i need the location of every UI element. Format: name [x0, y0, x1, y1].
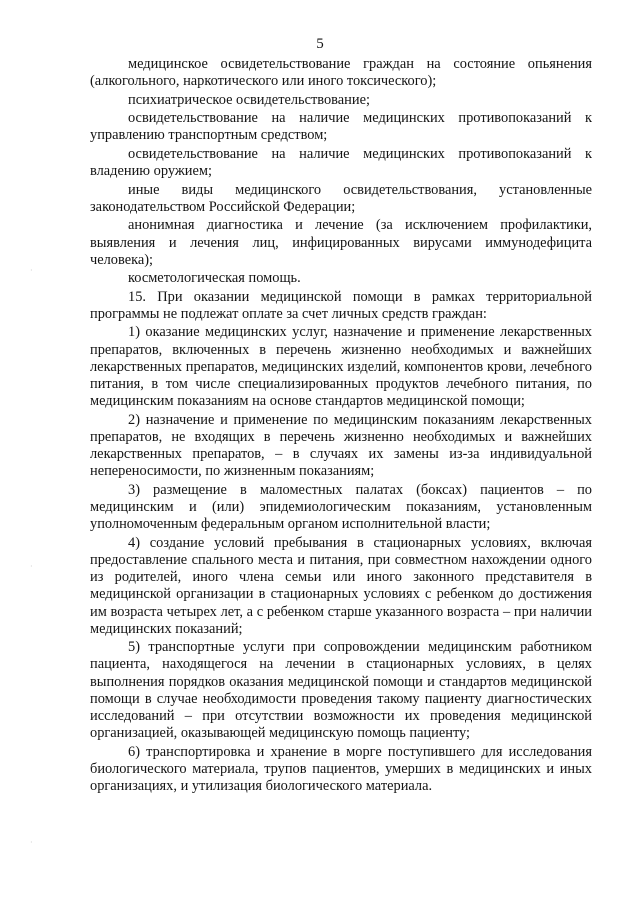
list-item-weapon-contraindications: освидетельствование на наличие медицинских противопоказаний к владению оружием; [90, 145, 592, 180]
clause-5-transport-services: 5) транспортные услуги при сопровождении медицинским работником пациента, находящегося на лечении в стационарных условиях, в целях выполнения порядков оказания медицинской помощи и стандартов медицинской помощи в случае необходимости проведения такому пациенту диагностических исследований – при отсутствии возможности их проведения медицинской организацией, оказывающей медицинскую помощь пациенту; [90, 639, 592, 742]
scan-margin-mark: · [30, 838, 33, 847]
list-item-psychiatric-examination: психиатрическое освидетельствование; [128, 91, 370, 108]
list-item-anonymous-diagnostics: анонимная диагностика и лечение (за исключением профилактики, выявления и лечения лиц, инфицированных вирусами иммунодефицита человека); [90, 217, 592, 268]
clause-1-medical-services: 1) оказание медицинских услуг, назначение и применение лекарственных препаратов, включенных в перечень жизненно необходимых и важнейших лекарственных препаратов, медицинских изделий, компонентов крови, лечебного питания, в том числе специализированных продуктов лечебного питания, по медицинским показаниям на основе стандартов медицинской помощи; [90, 324, 592, 410]
section-15-heading: 15. При оказании медицинской помощи в рамках территориальной программы не подлежат оплате за счет личных средств граждан: [90, 288, 592, 322]
clause-4-stay-conditions: 4) создание условий пребывания в стационарных условиях, включая предоставление спального места и питания, при совместном нахождении одного из родителей, иного члена семьи или иного законного представителя в медицинской организации в стационарных условиях с ребенком до достижения им возраста четырех лет, а с ребенком старше указанного возраста – при наличии медицинских показаний; [90, 534, 592, 637]
list-item-intoxication-examination: медицинское освидетельствование граждан на состояние опьянения (алкогольного, наркотического или иного токсического); [90, 56, 592, 90]
list-item-other-examinations: иные виды медицинского освидетельствования, установленные законодательством Российской Федерации; [90, 181, 592, 215]
document-body [90, 56, 592, 797]
clause-6-morgue-transport: 6) транспортировка и хранение в морге поступившего для исследования биологического материала, трупов пациентов, умерших в медицинских и иных организациях, и утилизация биологического материала. [90, 743, 592, 795]
page-number: 5 [316, 36, 324, 52]
list-item-cosmetology: косметологическая помощь. [128, 270, 301, 287]
clause-2-drugs-outside-list: 2) назначение и применение по медицинским показаниям лекарственных препаратов, не входящих в перечень жизненно необходимых и важнейших лекарственных препаратов, – в случаях их замены из-за индивидуальной непереносимости, по жизненным показаниям; [90, 411, 592, 480]
scan-margin-mark: · [30, 266, 33, 275]
scan-margin-mark: · [30, 562, 33, 571]
clause-3-small-wards: 3) размещение в маломестных палатах (боксах) пациентов – по медицинским и (или) эпидемиологическим показаниям, установленным уполномоченным федеральным органом исполнительной власти; [90, 481, 592, 533]
list-item-driving-contraindications: освидетельствование на наличие медицинских противопоказаний к управлению транспортным средством; [90, 110, 592, 144]
